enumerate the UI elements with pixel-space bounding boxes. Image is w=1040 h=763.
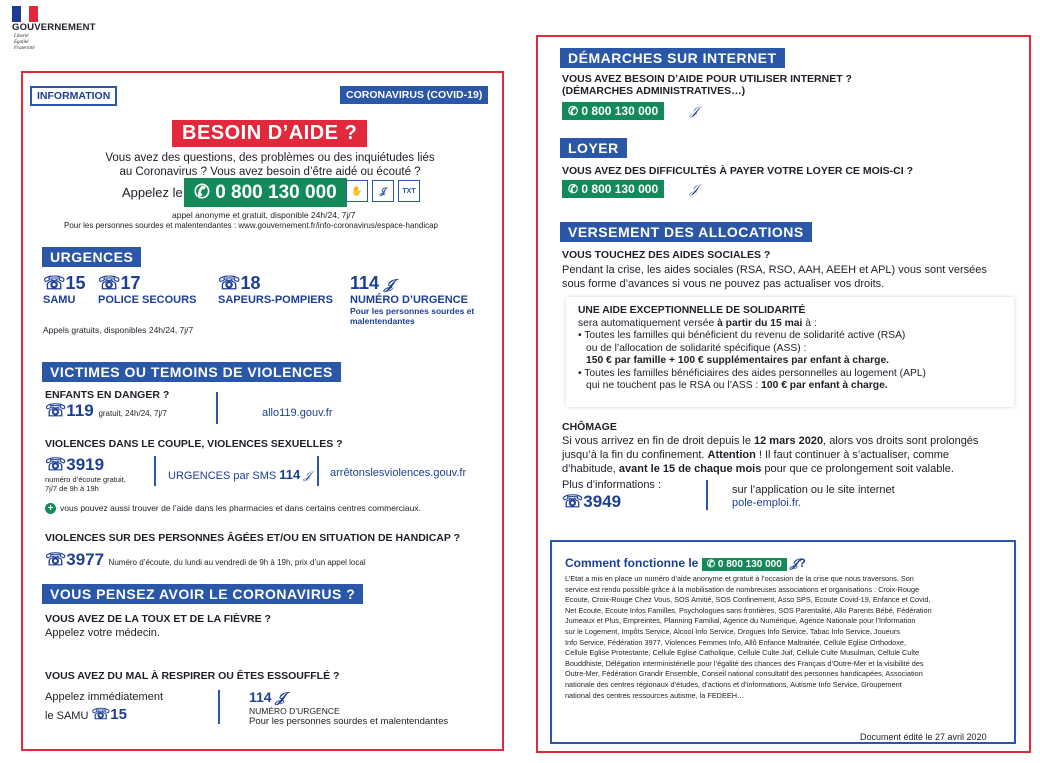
urgence-114[interactable]: 114 𝒥 NUMÉRO D’URGENCE Pour les personnes sourdes et malentendantes <box>350 273 475 326</box>
call-label: Appelez le <box>122 185 183 200</box>
deaf-ear-icon: 𝒥 <box>690 182 699 196</box>
urgence-18[interactable]: ☏18 SAPEURS-POMPIERS <box>218 273 333 306</box>
deaf-ear-icon: 𝒥 <box>790 556 799 570</box>
loyer-question: VOUS AVEZ DES DIFFICULTÉS À PAYER VOTRE LOYER CE MOIS-CI ? <box>562 165 914 177</box>
sms-urgences[interactable]: URGENCES par SMS 114 𝒥 <box>168 467 311 482</box>
plus-informations: Plus d’informations : <box>562 479 662 491</box>
urgence-15[interactable]: ☏15 SAMU <box>43 273 86 306</box>
phone-119[interactable]: ☏119 gratuit, 24h/24, 7j/7 <box>45 401 167 420</box>
violences-couple-title: VIOLENCES DANS LE COUPLE, VIOLENCES SEXUELLES ? <box>45 438 343 450</box>
respirer-question: VOUS AVEZ DU MAL À RESPIRER OU ÊTES ESSOUFFLÉ ? <box>45 670 340 682</box>
loyer-phone[interactable]: ✆ 0 800 130 000 <box>562 180 664 198</box>
deaf-note: Pour les personnes sourdes et malentendantes : www.gouvernement.fr/info-coronavirus/espace-handicap <box>64 221 438 230</box>
chomage-title: CHÔMAGE <box>562 421 617 433</box>
pharmacies-note: vous pouvez aussi trouver de l’aide dans les pharmacies et dans certains centres commerciaux. <box>60 503 421 513</box>
personnes-agees-title: VIOLENCES SUR DES PERSONNES ÂGÉES ET/OU EN SITUATION DE HANDICAP ? <box>45 532 461 544</box>
urgences-title: URGENCES <box>42 247 141 267</box>
divider <box>216 392 218 424</box>
phone-icon: ✆ <box>568 182 582 196</box>
french-flag-logo <box>12 6 38 22</box>
divider <box>154 456 156 486</box>
deaf-ear-icon: 𝒥 <box>275 689 286 705</box>
loyer-title: LOYER <box>560 138 627 158</box>
deaf-ear-icon: 𝒥 <box>690 104 699 118</box>
phone-icon: ☏ <box>98 273 121 293</box>
associations-text: L’Etat a mis en place un numéro d’aide anonyme et gratuit à l’occasion de la crise que nous traversons. Son service est rendu possible grâce à la mobilisation de nombreuses associations et organisations : Croix-Rouge Ecoute, Croix-Rouge Chez Vous, SOS Amitié, SOS Confinement, Asso SPS, Ecoute Covid-19, Enfance et Covid, Net Ecoute, Ecoute Infos Familles, Psychologues sans frontières, SOS Parentalité, Allo Parents Bébé, Fédération Jumeaux et Plus, Empreintes, Planning Familial, Agence du Numérique, Agence Nationale pour l’Information sur le Logement, Impôts Service, Alcool Info Service, Drogues Info Service, Tabac Info Service, Joueurs Info Service, Fédération 3977, Violences Femmes Info, Allô Enfance Maltraitée, Cellule Eglise Orthodoxe, Cellule Eglise Protestante, Cellule Eglise Catholique, Cellule Culte Juif, Cellule Culte Musulman, Cellule Culte Bouddhiste, Délégation interministérielle pour l’égalité des chances des Français d’Outre-Mer et la visibilité des Outre-Mer, Fédération Grandir Ensemble, Conseil national consultatif des personnes handicapées, Association nationale des centres régionaux d’études, d’actions et d’informations, Autisme Info Service, Groupement national des centres ressources autisme, la FEDEEH… <box>565 574 932 700</box>
edition-date: Document édité le 27 avril 2020 <box>860 732 987 742</box>
phone-icon: ☏ <box>218 273 241 293</box>
aides-sociales-text: Pendant la crise, les aides sociales (RSA, RSO, AAH, AEEH et APL) vous sont versées sous forme d’avances si vous ne pouvez pas actualiser vos droits. <box>562 264 987 290</box>
urgence-17[interactable]: ☏17 POLICE SECOURS <box>98 273 197 306</box>
phone-icon: ☏ <box>45 401 67 420</box>
how-phone[interactable]: ✆ 0 800 130 000 <box>702 558 787 571</box>
pole-emploi-info[interactable]: sur l’application ou le site internet pole-emploi.fr. <box>732 484 895 509</box>
phone-icon: ☏ <box>45 550 67 569</box>
phone-icon: ☏ <box>43 273 66 293</box>
txt-icon: TXT <box>398 180 420 202</box>
coronavirus-title: VOUS PENSEZ AVOIR LE CORONAVIRUS ? <box>42 584 363 604</box>
phone-icon: ☏ <box>45 455 67 474</box>
phone-icon: ✆ <box>194 182 216 203</box>
demarches-title: DÉMARCHES SUR INTERNET <box>560 48 785 68</box>
comment-fonctionne-title: Comment fonctionne le ✆ 0 800 130 000 𝒥? <box>565 556 806 570</box>
covid-tag: CORONAVIRUS (COVID-19) <box>340 86 488 104</box>
divider <box>317 456 319 486</box>
main-phone-number[interactable]: ✆ 0 800 130 000 <box>184 178 347 207</box>
divider <box>706 480 708 510</box>
toux-question: VOUS AVEZ DE LA TOUX ET DE LA FIÈVRE ? <box>45 613 271 625</box>
divider <box>218 690 220 724</box>
phone-icon: ✆ <box>568 104 582 118</box>
phone-3977[interactable]: ☏3977 Numéro d’écoute, du lundi au vendredi de 9h à 19h, prix d’un appel local <box>45 550 366 569</box>
allocations-title: VERSEMENT DES ALLOCATIONS <box>560 222 812 242</box>
aides-sociales-question: VOUS TOUCHEZ DES AIDES SOCIALES ? <box>562 249 771 261</box>
chomage-text: Si vous arrivez en fin de droit depuis le 12 mars 2020, alors vos droits sont prolongés jusqu’à la fin du confinement. Attention ! Il faut continuer à s’actualiser, comme d’habitude, avant le 15 de chaque mois pour que ce prolongement soit valable. <box>562 435 979 475</box>
deaf-ear-icon: 𝒥 <box>372 180 394 202</box>
urgence-114-bottom[interactable]: 114 𝒥 NUMÉRO D’URGENCE Pour les personnes sourdes et malentendantes <box>249 689 449 727</box>
enfants-danger-title: ENFANTS EN DANGER ? <box>45 389 170 401</box>
intro-text: Vous avez des questions, des problèmes ou des inquiétudes liés au Coronavirus ? Vous avez besoin d’être aidé ou écouté ? <box>105 152 435 178</box>
allo119-link[interactable]: allo119.gouv.fr <box>262 407 333 419</box>
urgences-note: Appels gratuits, disponibles 24h/24, 7j/7 <box>43 325 194 335</box>
logo-name: GOUVERNEMENT <box>12 22 96 33</box>
phone-3919[interactable]: ☏3919 numéro d’écoute gratuit, 7j/7 de 9h à 19h <box>45 455 126 493</box>
information-tag: INFORMATION <box>30 86 117 106</box>
sign-language-icon: ✋ <box>346 180 368 202</box>
phone-3949[interactable]: ☏3949 <box>562 492 622 511</box>
plus-icon: + <box>45 503 56 514</box>
toux-answer: Appelez votre médecin. <box>45 627 160 639</box>
besoin-aide-title: BESOIN D’AIDE ? <box>172 120 367 147</box>
deaf-ear-icon: 𝒥 <box>303 470 311 482</box>
violences-title: VICTIMES OU TEMOINS DE VIOLENCES <box>42 362 341 382</box>
deaf-ear-icon: 𝒥 <box>384 276 394 292</box>
arretons-violences-link[interactable]: arrêtonslesviolences.gouv.fr <box>330 467 467 479</box>
anonymous-note: appel anonyme et gratuit, disponible 24h/24, 7j/7 <box>172 210 356 220</box>
phone-icon: ☏ <box>562 492 584 511</box>
aide-exceptionnelle: UNE AIDE EXCEPTIONNELLE DE SOLIDARITÉ sera automatiquement versée à partir du 15 mai à : • Toutes les familles qui bénéficient du revenu de solidarité active (RSA) ou de l’allocation de solidarité spécifique (ASS) : 150 € par famille + 100 € supplémentaires par enfant à charge. • Toutes les familles bénéficiaires des aides personnelles au logement (APL) qui ne touchent pas le RSA ou l’ASS : 100 € par enfant à charge. <box>578 305 926 391</box>
phone-icon: ✆ <box>706 559 718 570</box>
internet-question: VOUS AVEZ BESOIN D’AIDE POUR UTILISER INTERNET ? (DÉMARCHES ADMINISTRATIVES…) <box>562 73 852 97</box>
phone-icon: ☏ <box>91 706 111 723</box>
internet-phone[interactable]: ✆ 0 800 130 000 <box>562 102 664 120</box>
logo-motto: Liberté Égalité Fraternité <box>14 34 35 51</box>
respirer-answer[interactable]: Appelez immédiatement le SAMU ☏15 <box>45 691 164 723</box>
